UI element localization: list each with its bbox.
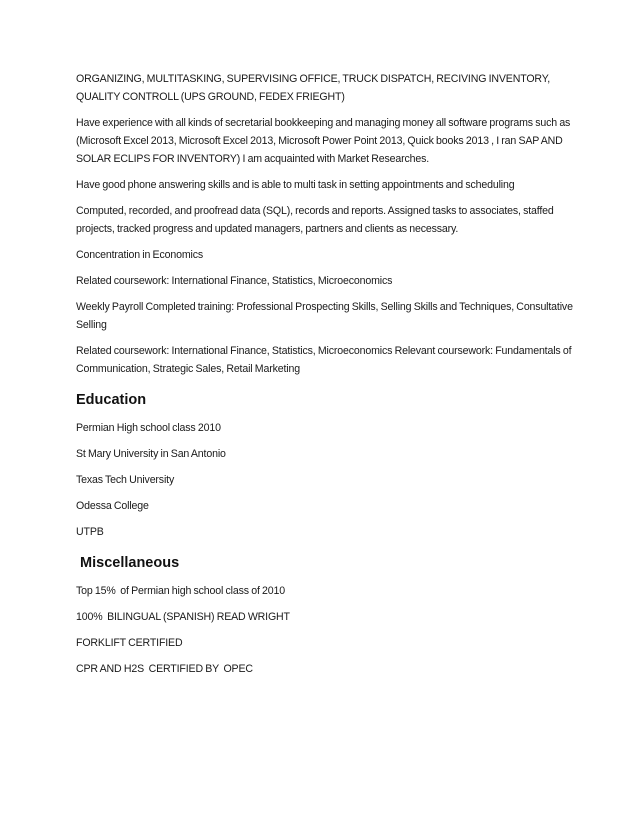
miscellaneous-heading: Miscellaneous [76, 555, 180, 571]
miscellaneous-item: 100% BILINGUAL (SPANISH) READ WRIGHT [76, 611, 290, 623]
resume-content [76, 70, 576, 686]
miscellaneous-item: FORKLIFT CERTIFIED [76, 637, 183, 649]
experience-paragraph: Concentration in Economics [76, 249, 203, 261]
experience-paragraph: Have good phone answering skills and is able to multi task in setting appointments and scheduling [76, 179, 515, 191]
education-item: Permian High school class 2010 [76, 422, 221, 434]
experience-paragraph: Weekly Payroll Completed training: Professional Prospecting Skills, Selling Skills and Techniques, Consultative Selling [76, 301, 573, 331]
experience-paragraph: Computed, recorded, and proofread data (SQL), records and reports. Assigned tasks to associates, staffed projects, tracked progress and updated managers, partners and clients as necessary. [76, 205, 554, 235]
experience-paragraph: Have experience with all kinds of secretarial bookkeeping and managing money all software programs such as (Microsoft Excel 2013, Microsoft Excel 2013, Microsoft Power Point 2013, Quick books 2013 , I ran SAP AND SOLAR ECLIPS FOR INVENTORY) I am acquainted with Market Researches. [76, 117, 571, 165]
education-item: UTPB [76, 526, 104, 538]
experience-paragraph: Related coursework: International Finance, Statistics, Microeconomics Relevant coursework: Fundamentals of Communication, Strategic Sales, Retail Marketing [76, 345, 572, 375]
education-heading: Education [76, 392, 147, 408]
experience-paragraph: ORGANIZING, MULTITASKING, SUPERVISING OFFICE, TRUCK DISPATCH, RECIVING INVENTORY, QUALITY CONTROLL (UPS GROUND, FEDEX FRIEGHT) [76, 73, 551, 103]
miscellaneous-item: Top 15% of Permian high school class of 2010 [76, 585, 285, 597]
education-item: Odessa College [76, 500, 149, 512]
miscellaneous-item: CPR AND H2S CERTIFIED BY OPEC [76, 663, 253, 675]
experience-paragraph: Related coursework: International Finance, Statistics, Microeconomics [76, 275, 393, 287]
education-item: St Mary University in San Antonio [76, 448, 226, 460]
education-item: Texas Tech University [76, 474, 175, 486]
